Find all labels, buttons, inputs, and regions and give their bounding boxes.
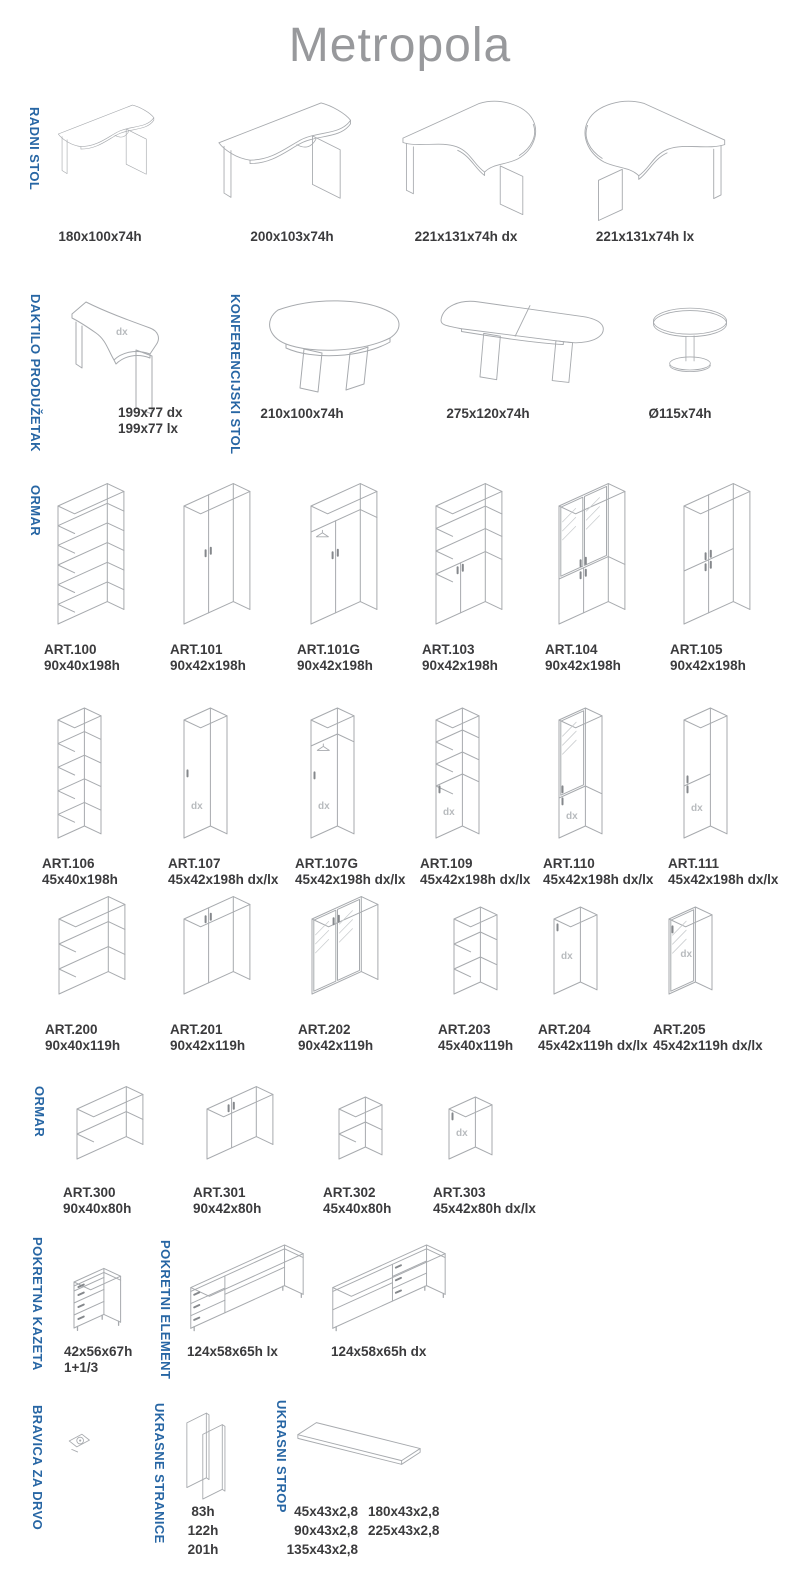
top-panel-drawing <box>294 1418 424 1481</box>
drawer-config: 1+1/3 <box>64 1360 99 1375</box>
item-dimensions: 45x42x198h dx/lx <box>168 871 279 887</box>
catalog-item <box>422 482 545 673</box>
item-dimensions: 200x103x74h <box>250 229 334 244</box>
cabinet-drawing <box>298 896 438 1014</box>
item-dimensions: 90x42x198h <box>297 657 373 673</box>
cabinet-drawing <box>44 482 170 634</box>
cabinet-drawing <box>170 482 297 634</box>
item-art-number: ART.202 <box>298 1022 351 1037</box>
item-art-number: ART.101G <box>297 642 361 657</box>
cabinet-drawing <box>422 482 545 634</box>
top-panel-sizes-col2 <box>368 1502 439 1540</box>
panel-size: 225x43x2,8 <box>368 1523 440 1538</box>
cabinet-drawing <box>45 896 170 1014</box>
section-label-pokretna-kazeta: POKRETNA KAZETA <box>30 1237 45 1371</box>
item-dimensions: 275x120x74h <box>446 406 530 421</box>
catalog-item <box>433 1085 563 1216</box>
ormar-119-row <box>45 896 763 1053</box>
svg-text:dx: dx <box>443 806 455 818</box>
ormar-80-row <box>63 1085 563 1216</box>
section-label-ukrasne-stranice: UKRASNE STRANICE <box>152 1403 167 1544</box>
conference-table-drawing <box>248 292 408 400</box>
item-art-number: ART.101 <box>170 642 223 657</box>
item-dimensions <box>118 405 183 437</box>
section-label-ormar-low: ORMAR <box>32 1086 47 1138</box>
desk-drawing <box>210 96 362 213</box>
desk-corner-lx-drawing <box>572 98 732 226</box>
item-art-number: ART.300 <box>63 1185 116 1200</box>
item-dimensions: Ø115x74h <box>648 406 712 421</box>
cabinet-drawing <box>538 896 653 1014</box>
item-dimensions: 45x40x119h <box>438 1037 514 1053</box>
svg-text:dx: dx <box>116 327 128 338</box>
svg-text:dx: dx <box>691 802 703 814</box>
catalog-item <box>323 1085 433 1216</box>
wood-lock-icon <box>64 1430 98 1457</box>
page-title: Metropola <box>288 19 512 72</box>
cabinet-drawing <box>297 482 422 634</box>
item-dimensions: 45x42x198h dx/lx <box>420 871 531 887</box>
item-art-number: ART.201 <box>170 1022 223 1037</box>
cabinet-drawing <box>63 1085 193 1177</box>
item-dimensions: 90x42x80h <box>193 1200 262 1216</box>
catalog-item <box>438 896 538 1053</box>
item-dimensions: 45x42x119h dx/lx <box>653 1037 763 1053</box>
desk-drawing <box>52 100 162 185</box>
svg-text:dx: dx <box>566 810 578 822</box>
item-dimensions: 90x42x119h <box>298 1037 374 1053</box>
item-dimensions: 90x40x119h <box>45 1037 121 1053</box>
cabinet-drawing <box>295 696 420 848</box>
svg-text:dx: dx <box>561 950 573 962</box>
item-dimensions: 45x40x198h <box>42 871 118 887</box>
item-art-number: ART.109 <box>420 856 473 871</box>
cabinet-drawing <box>42 696 168 848</box>
item-dimensions: 45x40x80h <box>323 1200 392 1216</box>
item-dimensions: 221x131x74h dx <box>414 229 518 244</box>
item-art-number: ART.107G <box>295 856 359 871</box>
round-table-drawing <box>645 300 735 383</box>
item-art-number: ART.104 <box>545 642 598 657</box>
cabinet-drawing <box>668 696 788 848</box>
svg-text:dx: dx <box>318 800 330 812</box>
top-panel-sizes-col1 <box>286 1502 358 1559</box>
item-dimensions: 90x42x119h <box>170 1037 246 1053</box>
ormar-198-narrow-row <box>42 696 788 887</box>
catalog-item <box>298 896 438 1053</box>
item-dimensions: 124x58x65h lx <box>187 1344 278 1359</box>
catalog-item <box>297 482 422 673</box>
item-art-number: ART.205 <box>653 1022 706 1037</box>
item-dimensions <box>64 1344 132 1376</box>
catalog-item <box>168 696 295 887</box>
cabinet-drawing <box>438 896 538 1014</box>
section-label-ukrasni-strop: UKRASNI STROP <box>274 1400 289 1513</box>
catalog-item <box>170 482 297 673</box>
catalog-item <box>193 1085 323 1216</box>
panel-heights <box>168 1502 238 1559</box>
lowboard-lx-drawing <box>183 1243 309 1336</box>
item-dimensions: 90x40x198h <box>44 657 120 673</box>
side-panels-drawing <box>178 1405 240 1501</box>
section-label-pokretni-element: POKRETNI ELEMENT <box>158 1240 173 1380</box>
cabinet-drawing <box>653 896 763 1014</box>
item-art-number: ART.106 <box>42 856 95 871</box>
catalog-item <box>63 1085 193 1216</box>
section-label-bravica-za-drvo: BRAVICA ZA DRVO <box>30 1405 45 1531</box>
cabinet-drawing <box>433 1085 563 1177</box>
item-dimensions: 124x58x65h dx <box>331 1344 427 1359</box>
cabinet-drawing <box>323 1085 433 1177</box>
catalog-item <box>295 696 420 887</box>
cabinet-drawing <box>670 482 790 634</box>
item-dimensions: 45x42x198h dx/lx <box>543 871 654 887</box>
panel-height: 83h <box>191 1504 215 1519</box>
item-art-number: ART.303 <box>433 1185 486 1200</box>
item-art-number: ART.301 <box>193 1185 246 1200</box>
dims-line-lx: 199x77 lx <box>118 421 179 436</box>
item-dimensions: 180x100x74h <box>58 229 142 244</box>
dims-line-dx: 199x77 dx <box>118 405 183 420</box>
catalog-item <box>42 696 168 887</box>
section-label-daktilo-produzetak: DAKTILO PRODUŽETAK <box>28 294 43 452</box>
cabinet-drawing <box>545 482 670 634</box>
section-label-konferencijski-stol: KONFERENCIJSKI STOL <box>228 294 243 455</box>
item-dimensions: 90x42x198h <box>422 657 498 673</box>
item-dimensions: 90x42x198h <box>545 657 621 673</box>
item-dimensions: 90x40x80h <box>63 1200 132 1216</box>
desk-corner-dx-drawing <box>396 98 548 220</box>
catalog-item <box>45 896 170 1053</box>
conference-table-drawing <box>426 288 621 388</box>
catalog-item <box>545 482 670 673</box>
catalog-item <box>420 696 543 887</box>
cabinet-drawing <box>193 1085 323 1177</box>
item-art-number: ART.110 <box>543 856 595 871</box>
panel-size: 135x43x2,8 <box>286 1542 358 1557</box>
item-dimensions: 45x42x80h dx/lx <box>433 1200 536 1216</box>
item-dimensions: 90x42x198h <box>170 657 246 673</box>
ormar-198-row <box>44 482 790 673</box>
panel-height: 201h <box>187 1542 219 1557</box>
pedestal-drawing <box>60 1262 135 1340</box>
cabinet-drawing <box>168 696 295 848</box>
catalog-item <box>170 896 298 1053</box>
item-art-number: ART.111 <box>668 856 720 871</box>
cabinet-drawing <box>543 696 668 848</box>
catalog-item <box>44 482 170 673</box>
item-dimensions: 221x131x74h lx <box>595 229 695 244</box>
svg-text:dx: dx <box>191 800 203 812</box>
item-art-number: ART.107 <box>168 856 221 871</box>
cabinet-drawing <box>420 696 543 848</box>
item-dimensions: 210x100x74h <box>260 406 344 421</box>
panel-size: 45x43x2,8 <box>294 1504 358 1519</box>
item-art-number: ART.204 <box>538 1022 591 1037</box>
item-art-number: ART.100 <box>44 642 97 657</box>
panel-height: 122h <box>187 1523 219 1538</box>
panel-size: 90x43x2,8 <box>294 1523 358 1538</box>
svg-text:dx: dx <box>456 1127 468 1139</box>
item-art-number: ART.105 <box>670 642 723 657</box>
catalog-item <box>668 696 788 887</box>
item-dimensions: 45x42x198h dx/lx <box>295 871 406 887</box>
catalog-item <box>653 896 763 1053</box>
panel-size: 180x43x2,8 <box>368 1504 440 1519</box>
item-dimensions: 45x42x198h dx/lx <box>668 871 779 887</box>
cabinet-drawing <box>170 896 298 1014</box>
lowboard-dx-drawing <box>325 1243 451 1336</box>
item-dimensions: 90x42x198h <box>670 657 746 673</box>
catalog-item <box>543 696 668 887</box>
item-art-number: ART.200 <box>45 1022 98 1037</box>
svg-text:dx: dx <box>680 948 693 960</box>
catalog-item <box>670 482 790 673</box>
item-art-number: ART.302 <box>323 1185 376 1200</box>
item-art-number: ART.203 <box>438 1022 491 1037</box>
item-dimensions: 45x42x119h dx/lx <box>538 1037 648 1053</box>
dims-line: 42x56x67h <box>64 1344 133 1359</box>
section-label-ormar-tall: ORMAR <box>28 485 43 537</box>
section-label-radni-stol: RADNI STOL <box>27 107 42 191</box>
catalog-item <box>538 896 653 1053</box>
item-art-number: ART.103 <box>422 642 475 657</box>
